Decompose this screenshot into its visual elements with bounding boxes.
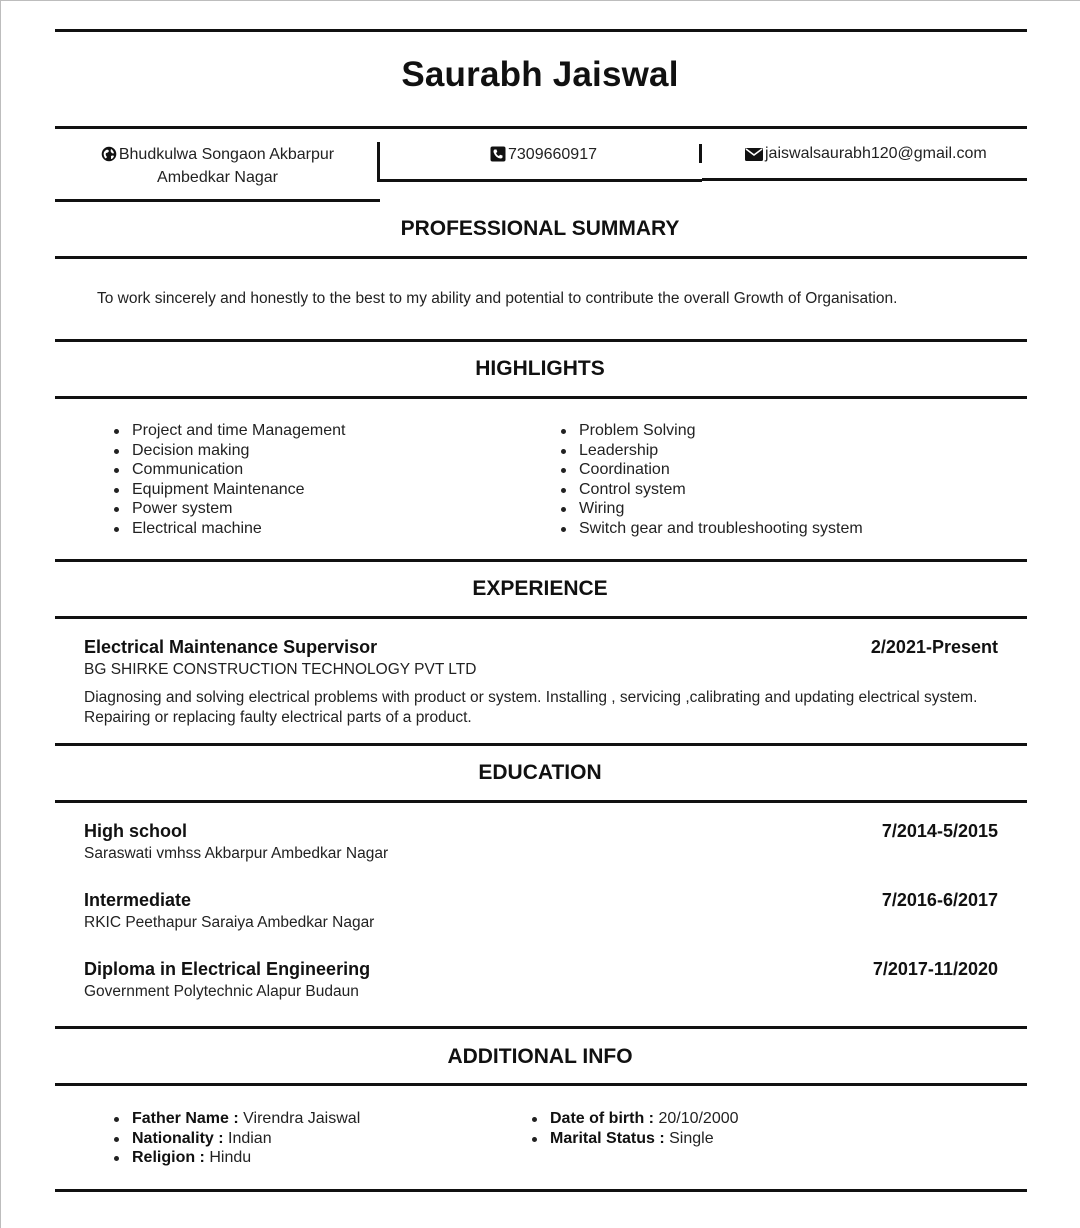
education-school: RKIC Peethapur Saraiya Ambedkar Nagar: [84, 914, 375, 931]
address-line-1: Bhudkulwa Songaon Akbarpur: [118, 146, 335, 163]
phone-icon: [490, 146, 506, 168]
list-item: [550, 1109, 739, 1129]
list-item: Control system: [579, 480, 863, 500]
info-value: Hindu: [204, 1149, 252, 1166]
job-role: Electrical Maintenance Supervisor: [84, 637, 378, 657]
job-description: Diagnosing and solving electrical problems with product or system. Installing , servicing ,calibrating and updating electrical system. Repairing or replacing faulty electrical parts of a product.: [84, 689, 978, 726]
list-item: Wiring: [579, 499, 863, 519]
email-address: jaiswalsaurabh120@gmail.com: [765, 145, 987, 162]
info-label: Date of birth :: [550, 1110, 654, 1127]
education-school: Saraswati vmhss Akbarpur Ambedkar Nagar: [84, 845, 389, 862]
list-item: Equipment Maintenance: [132, 480, 345, 500]
info-label: Religion :: [132, 1149, 205, 1166]
education-degree: High school: [84, 821, 187, 841]
list-item: Coordination: [579, 460, 863, 480]
contact-email: [745, 144, 987, 167]
address-line-2: Ambedkar Nagar: [157, 169, 278, 186]
phone-number: 7309660917: [508, 146, 597, 163]
list-item: [132, 1109, 360, 1129]
education-school: Government Polytechnic Alapur Budaun: [84, 983, 359, 1000]
divider: [55, 339, 1027, 342]
page-edge-left: [0, 0, 1, 1228]
info-value: Indian: [223, 1129, 272, 1147]
section-title-highlights: HIGHLIGHTS: [475, 357, 605, 380]
divider: [702, 178, 1027, 181]
divider: [55, 743, 1027, 746]
info-label: Father Name :: [132, 1110, 239, 1127]
list-item: Leadership: [579, 441, 863, 461]
list-item: Switch gear and troubleshooting system: [579, 519, 863, 537]
divider: [55, 396, 1027, 399]
list-item: Electrical machine: [132, 519, 345, 539]
divider: [55, 1083, 1027, 1086]
additional-list-right: [530, 1109, 739, 1148]
section-title-experience: EXPERIENCE: [472, 577, 608, 600]
list-item: [132, 1148, 360, 1168]
highlights-list-right: [559, 421, 863, 538]
divider: [55, 559, 1027, 562]
job-company: BG SHIRKE CONSTRUCTION TECHNOLOGY PVT LTD: [84, 661, 477, 678]
list-item: Problem Solving: [579, 421, 863, 441]
list-item: [550, 1129, 739, 1149]
divider: [55, 800, 1027, 803]
page-edge-top: [0, 0, 1080, 1]
info-value: Single: [664, 1129, 714, 1147]
info-value: 20/10/2000: [654, 1110, 739, 1127]
divider: [377, 179, 702, 182]
info-label: Marital Status :: [550, 1129, 665, 1147]
list-item: Communication: [132, 460, 345, 480]
divider: [55, 1189, 1027, 1192]
job-dates: 2/2021-Present: [870, 637, 998, 657]
section-title-education: EDUCATION: [478, 761, 602, 784]
divider: [377, 142, 380, 182]
list-item: Project and time Management: [132, 422, 346, 439]
candidate-name: Saurabh Jaiswal: [401, 55, 679, 94]
education-dates: 7/2014-5/2015: [881, 821, 998, 841]
additional-list-left: [112, 1109, 360, 1168]
education-degree: Diploma in Electrical Engineering: [84, 959, 371, 979]
section-title-summary: PROFESSIONAL SUMMARY: [400, 217, 680, 240]
list-item: Power system: [132, 499, 345, 519]
education-degree: Intermediate: [84, 890, 192, 910]
divider: [699, 144, 702, 163]
education-dates: 7/2016-6/2017: [881, 890, 998, 910]
summary-text: To work sincerely and honestly to the best to my ability and potential to contribute the overall Growth of Organisation.: [97, 290, 898, 307]
divider: [55, 256, 1027, 259]
education-dates: 7/2017-11/2020: [872, 959, 998, 979]
divider: [55, 126, 1027, 129]
section-title-additional: ADDITIONAL INFO: [447, 1045, 633, 1068]
highlights-list-left: [112, 421, 345, 538]
divider: [55, 199, 380, 202]
info-value: Virendra Jaiswal: [238, 1110, 361, 1127]
list-item: [132, 1129, 360, 1149]
info-label: Nationality :: [132, 1129, 224, 1147]
globe-icon: [101, 146, 117, 168]
contact-address: [55, 145, 380, 188]
divider: [55, 616, 1027, 619]
contact-phone: [490, 145, 597, 168]
divider: [55, 29, 1027, 32]
envelope-icon: [745, 147, 763, 167]
list-item: Decision making: [132, 441, 345, 461]
divider: [55, 1026, 1027, 1029]
